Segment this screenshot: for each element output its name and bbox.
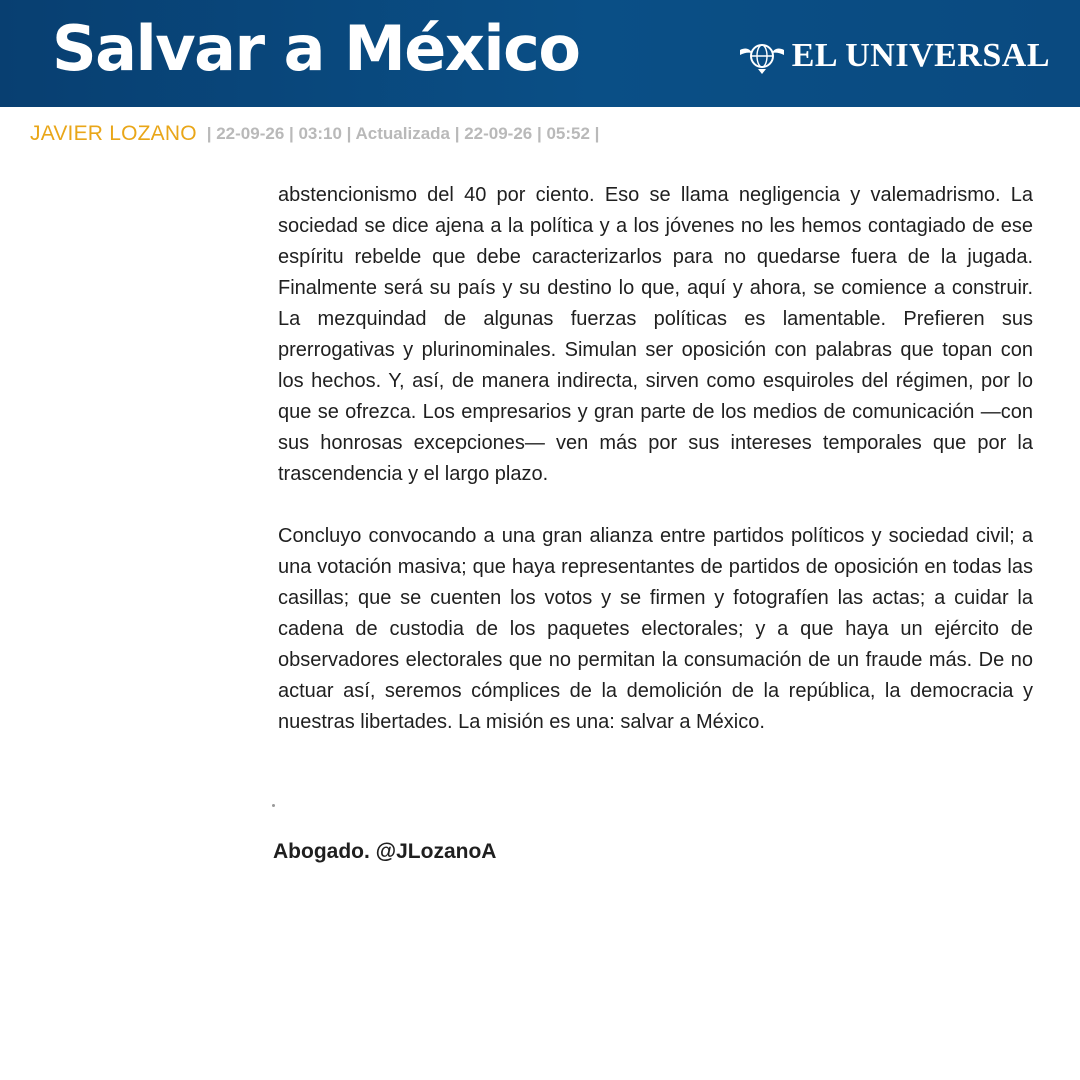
- author-name[interactable]: JAVIER LOZANO: [30, 122, 197, 145]
- publish-meta: | 22-09-26 | 03:10 | Actualizada | 22-09-26 | 05:52 |: [206, 124, 600, 143]
- article-paragraph: Concluyo convocando a una gran alianza entre partidos políticos y sociedad civil; a una votación masiva; que haya representantes de partidos de oposición en todas las casillas; que se cuenten los votos y se firmen y fotografíen las actas; a cuidar la cadena de custodia de los paquetes electorales; y a que haya un ejército de observadores electorales que no permitan la consumación de un fraude más. De no actuar así, seremos cómplices de la demolición de la república, la democracia y nuestras libertades. La misión es una: salvar a México.: [278, 525, 1033, 733]
- article-body: [278, 180, 1033, 738]
- header-banner: [0, 0, 1080, 107]
- brand-logo-link[interactable]: [738, 36, 1050, 76]
- eagle-globe-icon: [738, 36, 786, 76]
- brand-name: EL UNIVERSAL: [791, 37, 1050, 74]
- author-signature: Abogado. @JLozanoA: [273, 840, 497, 863]
- article-paragraph: abstencionismo del 40 por ciento. Eso se llama negligencia y valemadrismo. La sociedad se dice ajena a la política y a los jóvenes no les hemos contagiado de ese espíritu rebelde que debe caracterizarlos para no quedarse fuera de la jugada. Finalmente será su país y su destino lo que, aquí y ahora, se comience a construir. La mezquindad de algunas fuerzas políticas es lamentable. Prefieren sus prerrogativas y plurinominales. Simulan ser oposición con palabras que topan con los hechos. Y, así, de manera indirecta, sirven como esquiroles del régimen, por lo que se ofrezca. Los empresarios y gran parte de los medios de comunicación —con sus honrosas excepciones— ven más por sus intereses temporales que por la trascendencia y el largo plazo.: [278, 184, 1033, 485]
- byline: [30, 118, 599, 150]
- article-headline: Salvar a México: [52, 12, 580, 85]
- separator-dot: [272, 804, 275, 807]
